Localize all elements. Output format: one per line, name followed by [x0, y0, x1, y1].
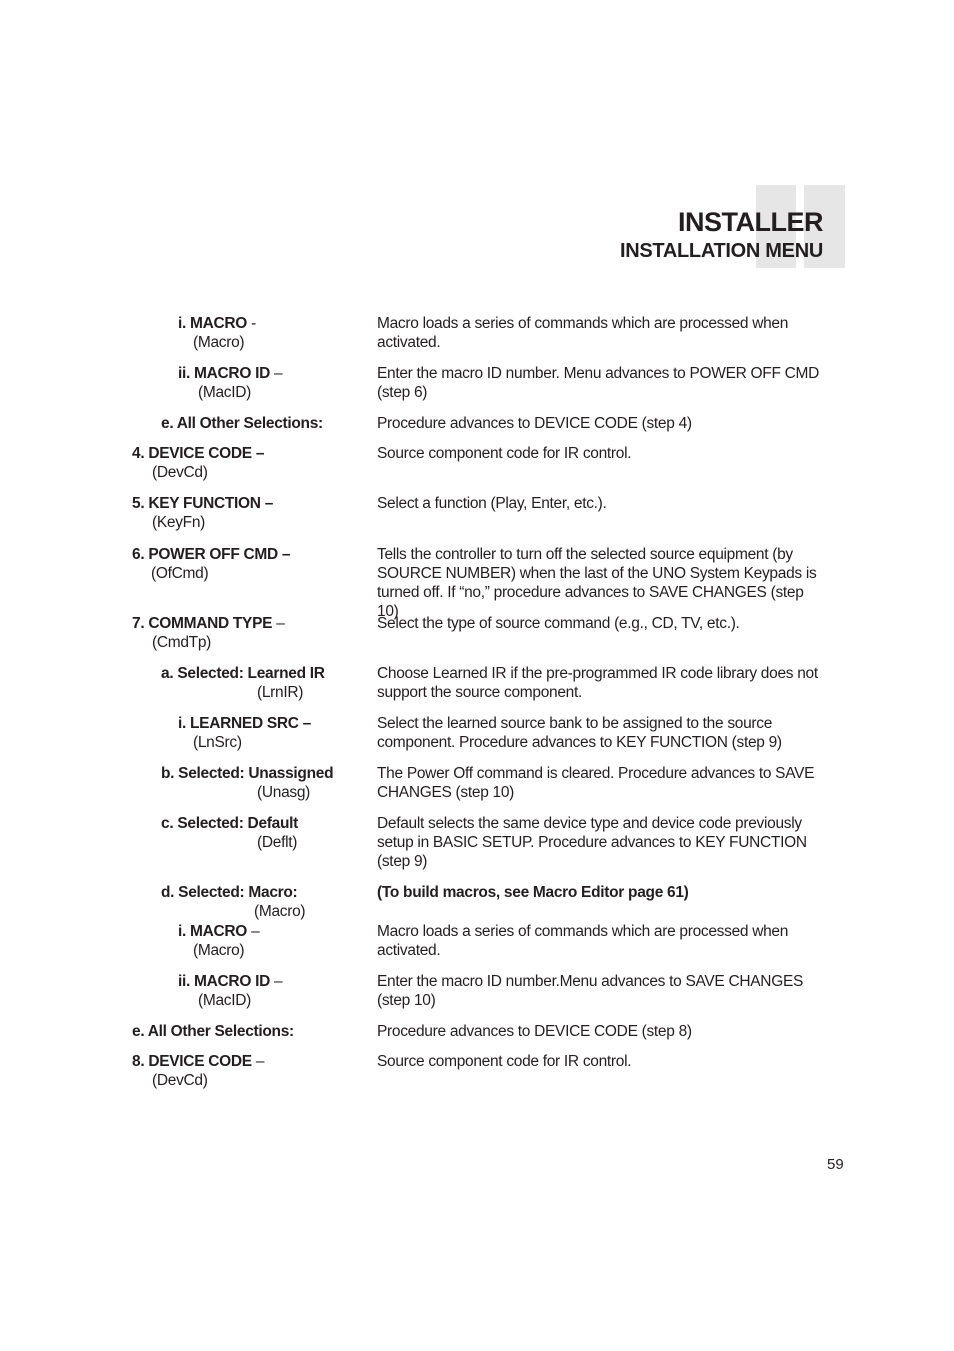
entry-description: Tells the controller to turn off the selected source equipment (by SOURCE NUMBER) when the last of the UNO System Keypads is turned off. If “no,” procedure advances to SAVE CHANGES (step 10): [377, 546, 817, 620]
entry-label: 4. DEVICE CODE –: [132, 445, 265, 462]
entry-description: (To build macros, see Macro Editor page 61): [377, 884, 689, 901]
entry-abbreviation: (DevCd): [152, 1072, 208, 1089]
entry-abbreviation: (KeyFn): [152, 514, 206, 531]
entry-label: ii. MACRO ID –: [178, 365, 283, 382]
entry-abbreviation: (Macro): [193, 334, 245, 351]
entry-label: i. LEARNED SRC –: [178, 715, 311, 732]
menu-entry-device-code-8: [0, 1052, 954, 1092]
entry-label: e. All Other Selections:: [132, 1023, 294, 1040]
entry-description: Enter the macro ID number. Menu advances to POWER OFF CMD (step 6): [377, 365, 820, 401]
menu-entry-macro-id: [0, 364, 954, 404]
menu-entry-learned-src: [0, 714, 954, 754]
entry-description: Enter the macro ID number.Menu advances to SAVE CHANGES (step 10): [377, 973, 804, 1009]
menu-entry-command-type: [0, 614, 954, 654]
menu-entry-macro-2: [0, 922, 954, 962]
entry-label: b. Selected: Unassigned: [161, 765, 334, 782]
entry-label: 7. COMMAND TYPE –: [132, 615, 285, 632]
entry-label: i. MACRO -: [178, 315, 256, 332]
menu-entry-unassigned: [0, 764, 954, 804]
entry-abbreviation: (Macro): [254, 903, 306, 920]
menu-entry-device-code: [0, 444, 954, 484]
entry-abbreviation: (Deflt): [257, 834, 298, 851]
entry-abbreviation: (MacID): [198, 992, 252, 1009]
entry-label: 8. DEVICE CODE –: [132, 1053, 265, 1070]
entry-description: Procedure advances to DEVICE CODE (step 8): [377, 1023, 692, 1040]
entry-description: Select the learned source bank to be assigned to the source component. Procedure advances to KEY FUNCTION (step 9): [377, 715, 782, 751]
entry-description: Select the type of source command (e.g., CD, TV, etc.).: [377, 615, 740, 632]
entry-description: Select a function (Play, Enter, etc.).: [377, 495, 607, 512]
page-number: 59: [827, 1156, 844, 1173]
section-title: INSTALLER: [678, 207, 823, 237]
entry-label: a. Selected: Learned IR: [161, 665, 325, 682]
entry-abbreviation: (Unasg): [257, 784, 311, 801]
entry-abbreviation: (CmdTp): [152, 634, 212, 651]
entry-description: Choose Learned IR if the pre-programmed IR code library does not support the source component.: [377, 665, 818, 701]
entry-abbreviation: (LnSrc): [193, 734, 242, 751]
entry-label: 6. POWER OFF CMD –: [132, 546, 291, 563]
menu-entry-macro: [0, 314, 954, 354]
entry-label: ii. MACRO ID –: [178, 973, 283, 990]
menu-entry-learned-ir: [0, 664, 954, 704]
menu-entry-all-other-selections: [0, 414, 954, 434]
menu-entry-power-off-cmd: [0, 545, 954, 620]
entry-abbreviation: (DevCd): [152, 464, 208, 481]
entry-abbreviation: (MacID): [198, 384, 252, 401]
entry-label: 5. KEY FUNCTION –: [132, 495, 274, 512]
entry-abbreviation: (OfCmd): [151, 565, 209, 582]
entry-abbreviation: (LrnIR): [257, 684, 304, 701]
entry-description: Source component code for IR control.: [377, 1053, 632, 1070]
entry-description: Macro loads a series of commands which are processed when activated.: [377, 315, 789, 351]
section-subtitle: INSTALLATION MENU: [619, 240, 823, 262]
entry-abbreviation: (Macro): [193, 942, 245, 959]
entry-description: Procedure advances to DEVICE CODE (step 4): [377, 415, 692, 432]
menu-entry-selected-macro: [0, 883, 954, 923]
entry-label: d. Selected: Macro:: [161, 884, 298, 901]
entry-label: i. MACRO –: [178, 923, 260, 940]
entry-description: The Power Off command is cleared. Procedure advances to SAVE CHANGES (step 10): [377, 765, 815, 801]
entry-description: Macro loads a series of commands which are processed when activated.: [377, 923, 789, 959]
entry-label: e. All Other Selections:: [161, 415, 323, 432]
entry-description: Default selects the same device type and device code previously setup in BASIC SETUP. Procedure advances to KEY FUNCTION (step 9): [377, 815, 807, 870]
menu-entry-all-other-selections-2: [0, 1022, 954, 1042]
menu-entry-macro-id-2: [0, 972, 954, 1012]
menu-entry-key-function: [0, 494, 954, 534]
entry-label: c. Selected: Default: [161, 815, 298, 832]
menu-entry-default: [0, 814, 954, 872]
entry-description: Source component code for IR control.: [377, 445, 632, 462]
